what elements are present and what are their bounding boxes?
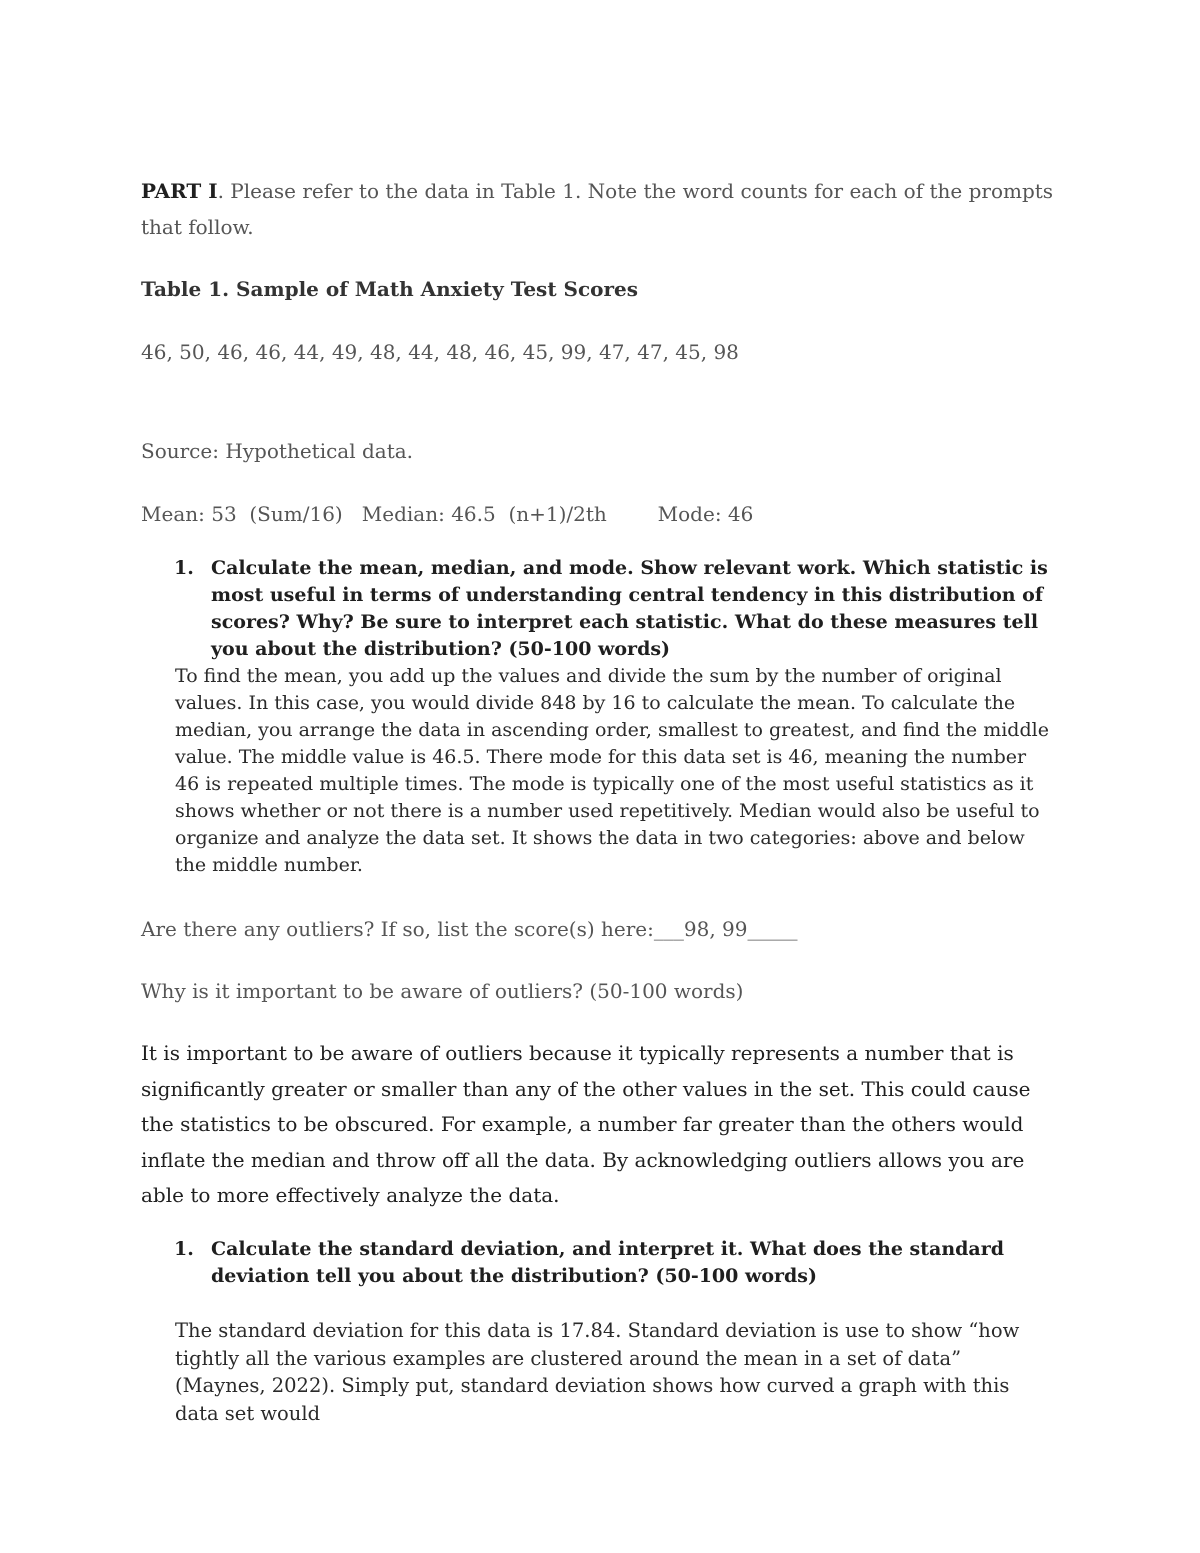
question-2-number: 1. [174, 1238, 194, 1260]
question-1-answer: To find the mean, you add up the values and divide the sum by the number of original values. In this case, you would divide 848 by 16 to calculate the mean. To calculate the median, you arrange the data in ascending order, smallest to greatest, and find the middle value. The middle value is 46.5. There mode for this data set is 46, meaning the number 46 is repeated multiple times. The mode is typically one of the most useful statistics as it shows whether or not there is a number used repetitively. Median would also be useful to organize and analyze the data set. It shows the data in two categories: above and below the middle number. [175, 665, 1049, 876]
part-intro-text: . Please refer to the data in Table 1. Note the word counts for each of the prompts that follow. [141, 179, 1054, 239]
stats-line: Mean: 53 (Sum/16) Median: 46.5 (n+1)/2th Mode: 46 [141, 502, 754, 526]
part-intro-paragraph [141, 173, 1061, 245]
question-2-answer: The standard deviation for this data is 17.84. Standard deviation is use to show “how tightly all the various examples are clustered around the mean in a set of data” (Maynes, 2022). Simply put, standard deviation shows how curved a graph with this data set would [175, 1319, 1020, 1425]
outliers-question: Are there any outliers? If so, list the score(s) here:___98, 99_____ [141, 917, 798, 941]
outliers-why-prompt: Why is it important to be aware of outliers? (50-100 words) [141, 979, 744, 1003]
question-1-number: 1. [174, 557, 194, 579]
part-label: PART I [141, 179, 218, 203]
table-source: Source: Hypothetical data. [141, 439, 414, 463]
question-1 [141, 555, 1061, 663]
outliers-answer: It is important to be aware of outliers because it typically represents a number that is significantly greater or smaller than any of the other values in the set. This could cause the statistics to be obscured. For example, a number far greater than the others would inflate the median and throw off all the data. By acknowledging outliers allows you are able to more effectively analyze the data. [141, 1041, 1031, 1207]
question-2-prompt: Calculate the standard deviation, and interpret it. What does the standard deviation tell you about the distribution? (50-100 words) [211, 1238, 1005, 1287]
table-scores: 46, 50, 46, 46, 44, 49, 48, 44, 48, 46, 45, 99, 47, 47, 45, 98 [141, 340, 739, 364]
question-1-prompt: Calculate the mean, median, and mode. Show relevant work. Which statistic is most useful in terms of understanding central tendency in this distribution of scores? Why? Be sure to interpret each statistic. What do these measures tell you about the distribution? (50-100 words) [211, 557, 1048, 660]
question-2 [141, 1236, 1061, 1290]
table-title: Table 1. Sample of Math Anxiety Test Scores [141, 277, 639, 301]
